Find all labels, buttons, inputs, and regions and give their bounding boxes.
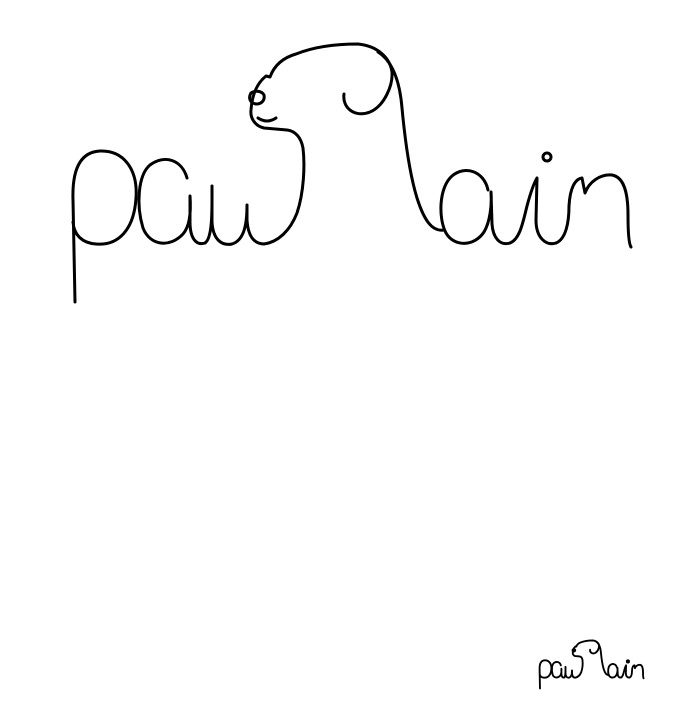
dog-mouth [258,118,276,121]
letter-r [556,175,631,247]
letter-w-and-dog-head [564,640,599,677]
letter-i [621,665,630,677]
logo-linework [540,640,644,688]
letter-a [139,159,205,243]
dog-back-to-letter-l [378,52,444,230]
letter-i [510,178,556,244]
letter-r [630,665,644,678]
letter-a-second [441,171,510,244]
pawlair-logo-small [526,632,654,692]
pawlair-logo-large [0,0,687,320]
logo-linework [73,44,631,302]
i-dot [543,153,551,161]
letter-p [73,151,136,302]
letter-a [552,662,564,678]
i-dot [627,660,629,662]
letter-w-and-dog-head [205,44,392,244]
letter-p [540,660,552,688]
letter-a-second [608,664,621,678]
